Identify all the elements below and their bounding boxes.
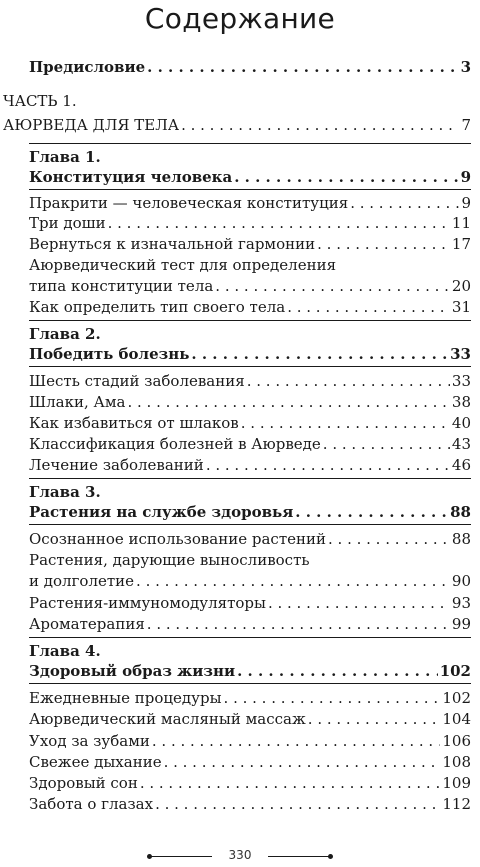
chapter-label: Глава 3. bbox=[29, 483, 101, 501]
toc-entry-title: Забота о глазах bbox=[29, 795, 154, 813]
toc-entry-page: 40 bbox=[451, 414, 471, 432]
toc-entry-title: Растения на службе здоровья bbox=[29, 503, 294, 521]
toc-entry-title: Конституция человека bbox=[29, 168, 233, 186]
leader-dots bbox=[295, 503, 448, 521]
leader-dots bbox=[136, 572, 450, 590]
leader-dots bbox=[147, 58, 458, 76]
leader-dots bbox=[328, 530, 450, 548]
toc-entry-section[interactable] bbox=[29, 372, 471, 390]
toc-entry-section[interactable] bbox=[29, 753, 471, 771]
page-title: Содержание bbox=[144, 2, 336, 35]
toc-entry-page: 90 bbox=[451, 572, 471, 590]
toc-entry-title: Свежее дыхание bbox=[29, 753, 162, 771]
toc-entry-title: Победить болезнь bbox=[29, 345, 190, 363]
chapter-divider bbox=[29, 320, 471, 321]
toc-entry-chapter[interactable] bbox=[29, 662, 471, 680]
toc-entry-page: 43 bbox=[451, 435, 471, 453]
leader-dots bbox=[268, 594, 450, 612]
leader-dots bbox=[147, 615, 450, 633]
toc-entry-page: 108 bbox=[442, 753, 471, 771]
chapter-label: Глава 1. bbox=[29, 148, 101, 166]
toc-entry-page: 109 bbox=[442, 774, 471, 792]
toc-entry-title: Здоровый образ жизни bbox=[29, 662, 236, 680]
toc-entry-page: 106 bbox=[442, 732, 471, 750]
toc-entry-section[interactable] bbox=[29, 456, 471, 474]
leader-dots bbox=[237, 662, 438, 680]
toc-entry-title: Аюрведический масляный массаж bbox=[29, 710, 306, 728]
toc-entry-title: Лечение заболеваний bbox=[29, 456, 204, 474]
toc-entry-title: Ежедневные процедуры bbox=[29, 689, 222, 707]
chapter-label: Глава 2. bbox=[29, 325, 101, 343]
toc-entry-title: Как избавиться от шлаков bbox=[29, 414, 239, 432]
leader-dots bbox=[323, 435, 450, 453]
leader-dots bbox=[215, 277, 450, 295]
toc-entry-page: 112 bbox=[442, 795, 471, 813]
toc-entry-title-line1: Аюрведический тест для определения bbox=[29, 256, 337, 274]
toc-entry-section[interactable] bbox=[29, 615, 471, 633]
toc-entry-section[interactable] bbox=[29, 530, 471, 548]
toc-entry-title: Шлаки, Ама bbox=[29, 393, 126, 411]
toc-entry-title-line1: Растения, дарующие выносливость bbox=[29, 551, 310, 569]
chapter-label: Глава 4. bbox=[29, 642, 101, 660]
toc-entry-section[interactable] bbox=[29, 795, 471, 813]
leader-dots bbox=[152, 732, 440, 750]
toc-entry-section[interactable] bbox=[29, 194, 471, 212]
leader-dots bbox=[350, 194, 459, 212]
toc-entry-title: АЮРВЕДА ДЛЯ ТЕЛА bbox=[3, 116, 180, 134]
toc-entry-page: 31 bbox=[451, 298, 471, 316]
toc-entry-section[interactable] bbox=[29, 298, 471, 316]
toc-entry-title: Уход за зубами bbox=[29, 732, 150, 750]
leader-dots bbox=[181, 116, 459, 134]
toc-entry-section[interactable] bbox=[29, 732, 471, 750]
toc-entry-page: 9 bbox=[461, 194, 471, 212]
chapter-divider bbox=[29, 189, 471, 190]
toc-entry-title: Здоровый сон bbox=[29, 774, 138, 792]
toc-entry-section[interactable] bbox=[29, 414, 471, 432]
leader-dots bbox=[287, 298, 450, 316]
leader-dots bbox=[164, 753, 441, 771]
leader-dots bbox=[308, 710, 441, 728]
page-footer bbox=[0, 846, 480, 866]
toc-entry-page: 20 bbox=[451, 277, 471, 295]
toc-entry-page: 102 bbox=[442, 689, 471, 707]
toc-entry-section[interactable] bbox=[29, 214, 471, 232]
toc-entry-page: 7 bbox=[461, 116, 471, 134]
chapter-divider bbox=[29, 478, 471, 479]
toc-entry-page: 33 bbox=[451, 372, 471, 390]
toc-entry-page: 102 bbox=[439, 662, 471, 680]
toc-entry-page: 93 bbox=[451, 594, 471, 612]
toc-entry-section[interactable] bbox=[29, 435, 471, 453]
leader-dots bbox=[224, 689, 441, 707]
toc-entry-page: 11 bbox=[451, 214, 471, 232]
toc-entry-section[interactable] bbox=[29, 277, 471, 295]
toc-entry-page: 38 bbox=[451, 393, 471, 411]
toc-entry-preface[interactable] bbox=[29, 58, 471, 76]
toc-entry-section[interactable] bbox=[29, 710, 471, 728]
leader-dots bbox=[234, 168, 458, 186]
page-number: 330 bbox=[228, 848, 252, 862]
toc-entry-section[interactable] bbox=[29, 572, 471, 590]
toc-entry-page: 104 bbox=[442, 710, 471, 728]
chapter-divider bbox=[29, 524, 471, 525]
toc-entry-title: Пракрити — человеческая конституция bbox=[29, 194, 349, 212]
toc-entry-part1[interactable] bbox=[3, 116, 471, 134]
leader-dots bbox=[140, 774, 441, 792]
toc-entry-page: 9 bbox=[460, 168, 471, 186]
toc-entry-page: 88 bbox=[450, 503, 471, 521]
toc-entry-chapter[interactable] bbox=[29, 168, 471, 186]
chapter-divider bbox=[29, 683, 471, 684]
part-label: ЧАСТЬ 1. bbox=[3, 92, 77, 110]
leader-dots bbox=[241, 414, 450, 432]
toc-entry-section[interactable] bbox=[29, 774, 471, 792]
toc-entry-title: Как определить тип своего тела bbox=[29, 298, 286, 316]
leader-dots bbox=[247, 372, 450, 390]
toc-entry-title: Три доши bbox=[29, 214, 106, 232]
toc-entry-section[interactable] bbox=[29, 393, 471, 411]
chapter-divider bbox=[29, 143, 471, 144]
leader-dots bbox=[155, 795, 440, 813]
toc-entry-page: 88 bbox=[451, 530, 471, 548]
leader-dots bbox=[317, 235, 450, 253]
toc-entry-title: Вернуться к изначальной гармонии bbox=[29, 235, 316, 253]
leader-dots bbox=[191, 345, 448, 363]
toc-entry-title: Классификация болезней в Аюрведе bbox=[29, 435, 321, 453]
toc-entry-page: 33 bbox=[450, 345, 471, 363]
toc-entry-title: Осознанное использование растений bbox=[29, 530, 326, 548]
toc-entry-section[interactable] bbox=[29, 689, 471, 707]
chapter-divider bbox=[29, 637, 471, 638]
toc-entry-title: типа конституции тела bbox=[29, 277, 214, 295]
toc-entry-chapter[interactable] bbox=[29, 503, 471, 521]
toc-entry-title: Растения-иммуномодуляторы bbox=[29, 594, 266, 612]
toc-entry-page: 46 bbox=[451, 456, 471, 474]
toc-entry-page: 17 bbox=[451, 235, 471, 253]
leader-dots bbox=[108, 214, 450, 232]
toc-entry-title: Предисловие bbox=[29, 58, 146, 76]
toc-entry-section[interactable] bbox=[29, 594, 471, 612]
toc-entry-title: Шесть стадий заболевания bbox=[29, 372, 245, 390]
chapter-divider bbox=[29, 366, 471, 367]
footer-rule-right bbox=[268, 856, 330, 857]
leader-dots bbox=[127, 393, 449, 411]
toc-entry-title: Ароматерапия bbox=[29, 615, 145, 633]
toc-entry-title: и долголетие bbox=[29, 572, 135, 590]
toc-entry-page: 99 bbox=[451, 615, 471, 633]
toc-entry-section[interactable] bbox=[29, 235, 471, 253]
toc-entry-page: 3 bbox=[460, 58, 471, 76]
leader-dots bbox=[206, 456, 450, 474]
toc-entry-chapter[interactable] bbox=[29, 345, 471, 363]
